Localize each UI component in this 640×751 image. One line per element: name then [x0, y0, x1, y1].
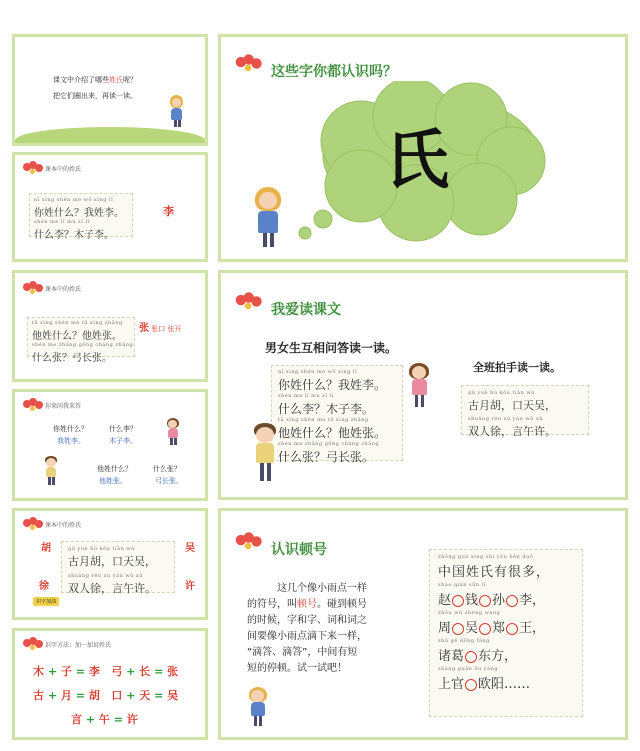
explanation-paragraph: 这几个像小雨点一样 的符号，叫顿号。碰到顿号 的时候，字和字、词和词之 间要像小雨点滴下来一样， “滴答、滴答”，中间有短 短的停顿。试一试吧！	[247, 583, 367, 674]
rhyme-box: gǔ yuè hú kǒu tiān wú 古月胡，口天吴， shuāng rén xú yán wǔ xǔ 双人徐，言午许。	[461, 385, 589, 435]
word-list: 张 张口 张开	[139, 323, 182, 334]
poem-row-2: 赵 钱 孙 李，	[438, 593, 546, 608]
intro-line-1: 课文中介绍了哪些姓氏呢？	[53, 76, 137, 84]
slide-title: 认识顿号	[271, 542, 327, 558]
focus-char: 李	[163, 205, 174, 218]
girl-figure	[407, 363, 431, 409]
question-1: 你姓什么？	[53, 425, 88, 433]
equation-row-1: 木 + 子 = 李 弓 + 长 = 张	[33, 665, 179, 678]
answer-4: 弓长张。	[155, 477, 183, 485]
dialogue-box: nǐ xìng shén me wǒ xìng lǐ 你姓什么？我姓李。 shén me lǐ mù zǐ lǐ 什么李？木子李。 tā xìng shén me tā xìng zhāng 他姓什么？他姓张。 shén me zhāng gōng cháng zhāng 什么张？弓长张。	[271, 365, 403, 461]
tag-badge: 识字加油	[33, 597, 59, 606]
question-3: 他姓什么？	[97, 465, 132, 473]
flower-icon	[23, 637, 45, 655]
flower-icon	[23, 281, 45, 299]
instruction-1: 男女生互相问答读一读。	[265, 341, 398, 355]
girl-figure	[167, 95, 187, 129]
poem-row-4: 诸葛 东方，	[438, 649, 518, 664]
slide-surname-zhang[interactable]	[12, 270, 208, 382]
slide-title: 课本中的姓氏	[45, 286, 82, 293]
flower-icon	[23, 398, 45, 416]
girl-figure	[251, 187, 287, 249]
flower-icon	[236, 292, 265, 315]
boy-figure	[251, 423, 279, 483]
equation-row-3: 言 + 午 = 许	[71, 713, 138, 726]
slide-surname-combos[interactable]	[12, 508, 208, 620]
slide-question-answer[interactable]	[12, 389, 208, 501]
boy-figure	[43, 456, 59, 486]
flower-icon	[236, 532, 265, 555]
flower-icon	[236, 54, 265, 77]
char-left-bottom: 徐	[39, 581, 49, 592]
grass-decoration	[15, 127, 205, 143]
question-4: 什么张？	[153, 465, 181, 473]
poem-row-5: 上官 欧阳……	[438, 677, 531, 692]
equation-row-2: 古 + 月 = 胡 口 + 天 = 吴	[33, 689, 179, 702]
text-box: gǔ yuè hú kǒu tiān wú 古月胡，口天吴， shuāng rén xú yán wǔ xǔ 双人徐，言午许。	[61, 541, 175, 593]
answer-2: 木子李。	[109, 437, 137, 445]
slide-intro[interactable]	[12, 34, 208, 146]
slide-title: 这些字你都认识吗？	[271, 64, 397, 80]
answer-1: 我姓李。	[57, 437, 85, 445]
slide-title: 你来问我来答	[45, 403, 82, 410]
flower-icon	[23, 517, 45, 535]
slide-read-text[interactable]	[218, 270, 628, 500]
question-2: 什么李？	[109, 425, 137, 433]
slide-char-recognition[interactable]	[218, 34, 628, 262]
char-left-top: 胡	[41, 543, 51, 554]
flower-icon	[23, 161, 45, 179]
poem-row-3: 周 吴 郑 王，	[438, 621, 546, 636]
answer-3: 他姓张。	[99, 477, 127, 485]
slide-title: 识字方法：加一加说姓氏	[45, 642, 112, 649]
instruction-2: 全班拍手读一读。	[473, 361, 561, 374]
char-right-bottom: 许	[185, 581, 195, 592]
intro-line-2: 把它们圈出来，再读一读。	[53, 92, 137, 100]
text-box: tā xìng shén me tā xìng zhāng 他姓什么？他姓张。 shén me zhāng gōng cháng zhāng 什么张？弓长张。	[27, 317, 135, 357]
slide-dunhao[interactable]	[218, 508, 628, 740]
girl-figure	[165, 418, 181, 446]
slide-surname-li[interactable]	[12, 152, 208, 262]
slide-add-method[interactable]	[12, 628, 208, 740]
slide-title: 我爱读课文	[271, 302, 341, 318]
slide-title: 课本中的姓氏	[45, 166, 82, 173]
slide-title: 课本中的姓氏	[45, 522, 82, 529]
girl-figure	[247, 687, 269, 727]
focus-char: 氏	[385, 123, 449, 198]
char-right-top: 吴	[185, 543, 195, 554]
text-box: nǐ xìng shén me wǒ xìng lǐ 你姓什么？我姓李。 shén me lǐ mù zǐ lǐ 什么李？木子李。	[29, 193, 133, 237]
surname-poem-box: zhōng guó xìng shì yǒu hěn duō 中国姓氏有很多， zhào qián sūn lǐ 赵 钱 孙 李， zhōu wú zhèng wáng 周 吴 郑 王， zhū gě dōng fāng 诸葛 东方， shàng guān ōu yáng 上官 欧阳……	[429, 549, 583, 717]
